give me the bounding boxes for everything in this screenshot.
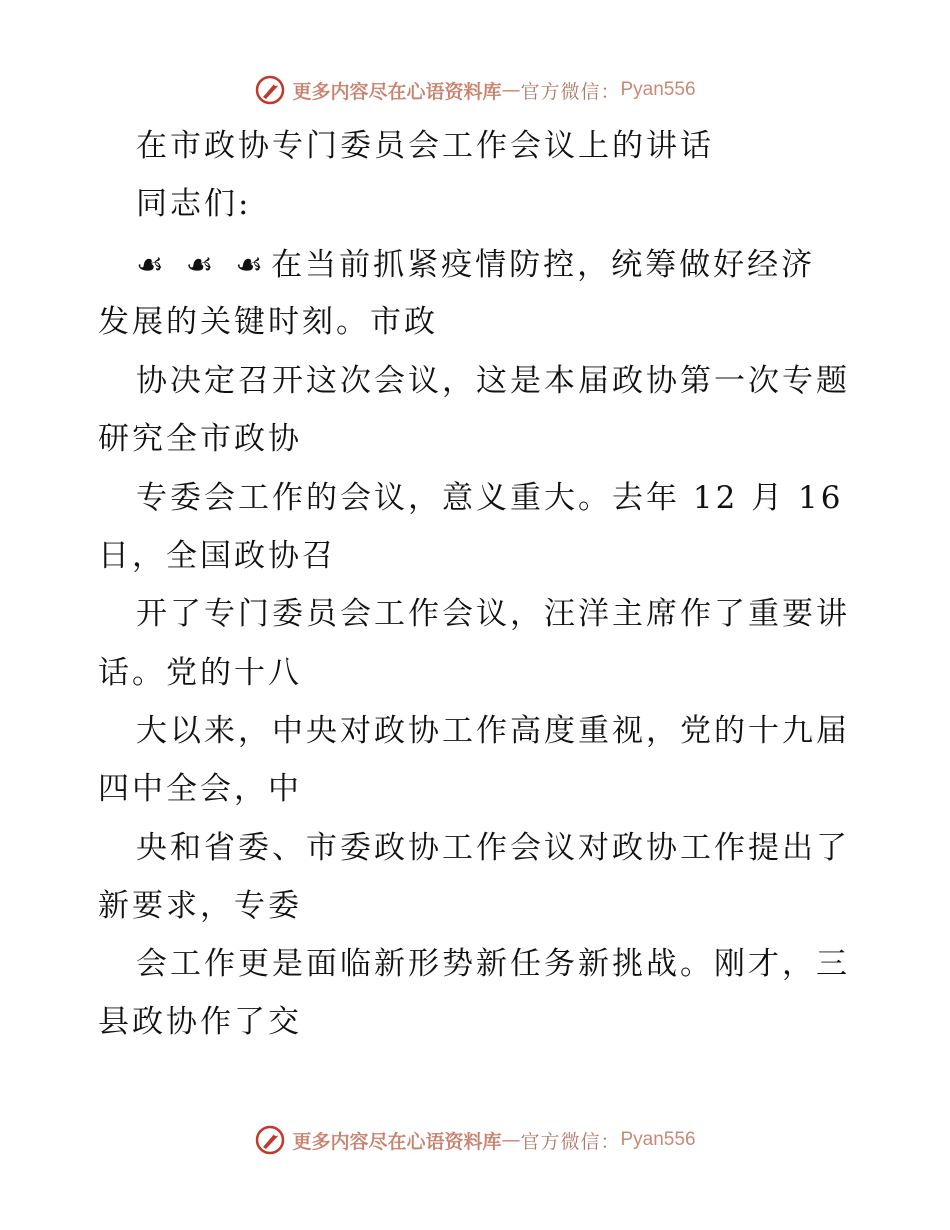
paragraph-line: 四中全会，中 — [98, 771, 302, 807]
banner-dash: — — [501, 79, 521, 101]
pen-logo-icon — [254, 1124, 286, 1156]
banner-wechat-label: 官方微信： — [520, 80, 621, 103]
banner-wechat-id: Pyan556 — [620, 1129, 696, 1150]
header-banner — [0, 70, 950, 110]
banner-dash: — — [501, 1129, 521, 1151]
paragraph-line: 新要求，专委 — [98, 888, 302, 924]
pen-logo-icon — [254, 74, 286, 106]
paragraph-line: 发展的关键时刻。市政 — [98, 304, 438, 340]
paragraph-line: 专委会工作的会议，意义重大。去年 12 月 16 — [136, 480, 844, 516]
paragraph-line: 会工作更是面临新形势新任务新挑战。刚才，三 — [136, 946, 850, 982]
paragraph-line — [136, 245, 815, 285]
paragraph-line: 日，全国政协召 — [98, 538, 336, 574]
paragraph-line: 县政协作了交 — [98, 1004, 302, 1040]
paragraph-line: 大以来，中央对政协工作高度重视，党的十九届 — [136, 713, 850, 749]
footer-banner — [0, 1120, 950, 1160]
paragraph-line: 协决定召开这次会议，这是本届政协第一次专题 — [136, 363, 850, 399]
banner-wechat-label: 官方微信： — [520, 1130, 621, 1153]
ornament-icon: ☙ ☙ ☙ — [136, 247, 270, 283]
paragraph-line: 央和省委、市委政协工作会议对政协工作提出了 — [136, 830, 850, 866]
banner-wechat-id: Pyan556 — [620, 79, 696, 100]
banner-main-text: 更多内容尽在心语资料库 — [292, 80, 502, 103]
line-text: 在当前抓紧疫情防控，统筹做好经济 — [271, 247, 816, 283]
paragraph-line: 研究全市政协 — [98, 421, 302, 457]
banner-main-text: 更多内容尽在心语资料库 — [292, 1130, 502, 1153]
document-title: 在市政协专门委员会工作会议上的讲话 — [136, 128, 714, 164]
paragraph-line: 开了专门委员会工作会议，汪洋主席作了重要讲 — [136, 596, 850, 632]
greeting: 同志们: — [136, 186, 252, 222]
paragraph-line: 话。党的十八 — [98, 655, 302, 691]
